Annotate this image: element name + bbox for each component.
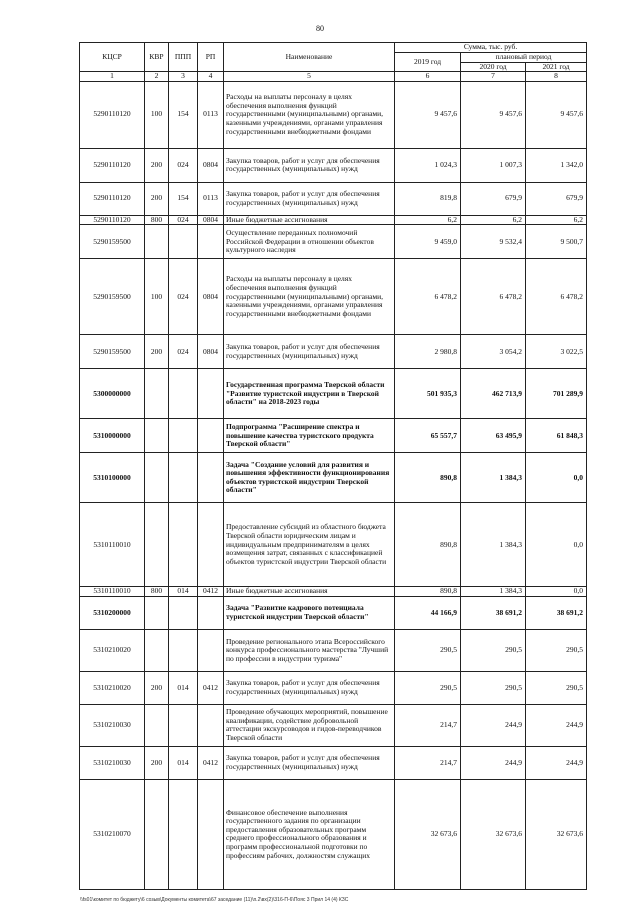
cell-rp: 0804 (198, 335, 224, 369)
cell-name: Проведение обучающих мероприятий, повышение квалификации, содействие добровольной аттестации экскурсоводов и гидов-переводчиков Тверской области (224, 704, 395, 746)
cell-kcsr: 5310200000 (80, 596, 145, 629)
cell-rp (198, 596, 224, 629)
cell-rp (198, 779, 224, 889)
cell-kcsr: 5310210020 (80, 629, 145, 671)
cell-kcsr: 5310210020 (80, 671, 145, 704)
cell-2020: 290,5 (461, 671, 526, 704)
cell-2021: 6 478,2 (526, 259, 587, 335)
cell-2019: 9 459,0 (395, 225, 461, 259)
cell-2019: 1 024,3 (395, 148, 461, 182)
cell-ppp: 024 (169, 215, 198, 225)
cell-kcsr: 5290110120 (80, 148, 145, 182)
table-row (80, 779, 587, 889)
header-2021: 2021 год (526, 62, 587, 72)
cell-kvr (145, 629, 169, 671)
cell-kvr: 200 (145, 671, 169, 704)
header-numbers-row (80, 72, 587, 82)
cell-name: Иные бюджетные ассигнования (224, 215, 395, 225)
cell-name: Расходы на выплаты персоналу в целях обеспечения выполнения функций государственными (муниципальными) органами, казенными учреждениями, органами управления государственными внебюджетными фондами (224, 81, 395, 148)
cell-rp: 0804 (198, 148, 224, 182)
header-ppp: ППП (169, 43, 198, 72)
header-planned-period: плановый период (461, 52, 587, 62)
cell-ppp: 154 (169, 81, 198, 148)
cell-2020: 1 007,3 (461, 148, 526, 182)
cell-kcsr: 5290159500 (80, 225, 145, 259)
cell-2019: 2 980,8 (395, 335, 461, 369)
cell-kcsr: 5290159500 (80, 335, 145, 369)
cell-name: Иные бюджетные ассигнования (224, 587, 395, 597)
table-row (80, 369, 587, 419)
cell-2019: 214,7 (395, 704, 461, 746)
table-row (80, 596, 587, 629)
cell-name: Задача "Развитие кадрового потенциала туристской индустрии Тверской области" (224, 596, 395, 629)
cell-kcsr: 5290110120 (80, 81, 145, 148)
cell-rp: 0412 (198, 671, 224, 704)
cell-2021: 244,9 (526, 704, 587, 746)
cell-ppp: 154 (169, 182, 198, 215)
cell-ppp: 014 (169, 671, 198, 704)
cell-rp: 0412 (198, 746, 224, 779)
header-rp: РП (198, 43, 224, 72)
cell-rp: 0412 (198, 587, 224, 597)
cell-2020: 1 384,3 (461, 503, 526, 587)
cell-kvr (145, 596, 169, 629)
cell-2020: 1 384,3 (461, 453, 526, 503)
header-num-2: 2 (145, 72, 169, 82)
cell-ppp (169, 596, 198, 629)
header-kvr: КВР (145, 43, 169, 72)
cell-2019: 6 478,2 (395, 259, 461, 335)
header-kcsr: КЦСР (80, 43, 145, 72)
cell-2020: 1 384,3 (461, 587, 526, 597)
table-body (80, 81, 587, 889)
cell-2019: 290,5 (395, 671, 461, 704)
cell-name: Задача "Создание условий для развития и повышения эффективности функционирования объектов туристской индустрии Тверской области" (224, 453, 395, 503)
cell-2021: 1 342,0 (526, 148, 587, 182)
cell-2021: 0,0 (526, 503, 587, 587)
cell-name: Закупка товаров, работ и услуг для обеспечения государственных (муниципальных) нужд (224, 746, 395, 779)
cell-2020: 32 673,6 (461, 779, 526, 889)
cell-name: Предоставление субсидий из областного бюджета Тверской области юридическим лицам и индивидуальным предпринимателям в целях возмещения затрат, связанных с классификацией объектов туристской индустрии Тверской области (224, 503, 395, 587)
header-2019: 2019 год (395, 52, 461, 72)
cell-rp: 0804 (198, 215, 224, 225)
header-num-7: 7 (461, 72, 526, 82)
cell-kvr (145, 704, 169, 746)
cell-name: Осуществление переданных полномочий Российской Федерации в отношении объектов культурного наследия (224, 225, 395, 259)
cell-2019: 9 457,6 (395, 81, 461, 148)
cell-ppp: 024 (169, 335, 198, 369)
cell-name: Закупка товаров, работ и услуг для обеспечения государственных (муниципальных) нужд (224, 148, 395, 182)
cell-rp: 0113 (198, 81, 224, 148)
table-row (80, 587, 587, 597)
table-header (80, 43, 587, 82)
cell-2020: 290,5 (461, 629, 526, 671)
cell-2021: 61 848,3 (526, 419, 587, 453)
cell-ppp: 014 (169, 587, 198, 597)
cell-ppp: 024 (169, 148, 198, 182)
header-num-4: 4 (198, 72, 224, 82)
cell-2019: 890,8 (395, 453, 461, 503)
table-row (80, 259, 587, 335)
cell-kcsr: 5310000000 (80, 419, 145, 453)
cell-rp: 0113 (198, 182, 224, 215)
table-row (80, 629, 587, 671)
cell-kcsr: 5310210070 (80, 779, 145, 889)
header-num-3: 3 (169, 72, 198, 82)
footer-file-path: \\fs01\комитет по бюджету\6 созыв\Документы комитета\67 заседание (11)\п.2\вх(2)\316-П-6\Пояс 3 Прил 14 (4) КЗС (80, 897, 349, 903)
cell-2020: 63 495,9 (461, 419, 526, 453)
header-num-6: 6 (395, 72, 461, 82)
cell-2021: 244,9 (526, 746, 587, 779)
cell-name: Государственная программа Тверской области "Развитие туристской индустрии в Тверской области" на 2018-2023 годы (224, 369, 395, 419)
cell-name: Закупка товаров, работ и услуг для обеспечения государственных (муниципальных) нужд (224, 671, 395, 704)
cell-kvr: 200 (145, 182, 169, 215)
cell-kcsr: 5310110010 (80, 587, 145, 597)
cell-2021: 3 022,5 (526, 335, 587, 369)
cell-2021: 32 673,6 (526, 779, 587, 889)
cell-rp (198, 453, 224, 503)
cell-kcsr: 5310110010 (80, 503, 145, 587)
cell-kvr: 100 (145, 259, 169, 335)
table-row (80, 225, 587, 259)
cell-2019: 819,8 (395, 182, 461, 215)
cell-2019: 501 935,3 (395, 369, 461, 419)
cell-2019: 290,5 (395, 629, 461, 671)
cell-name: Закупка товаров, работ и услуг для обеспечения государственных (муниципальных) нужд (224, 182, 395, 215)
cell-2020: 6 478,2 (461, 259, 526, 335)
cell-2020: 9 532,4 (461, 225, 526, 259)
table-row (80, 704, 587, 746)
cell-ppp (169, 779, 198, 889)
table-row (80, 419, 587, 453)
cell-2021: 701 289,9 (526, 369, 587, 419)
cell-2019: 32 673,6 (395, 779, 461, 889)
table-row (80, 182, 587, 215)
cell-name: Проведение регионального этапа Всероссийского конкурса профессионального мастерства "Лучший по профессии в индустрии туризма" (224, 629, 395, 671)
page-number: 80 (316, 24, 324, 33)
cell-kcsr: 5290110120 (80, 215, 145, 225)
cell-2020: 244,9 (461, 746, 526, 779)
cell-rp: 0804 (198, 259, 224, 335)
cell-kcsr: 5310100000 (80, 453, 145, 503)
cell-rp (198, 419, 224, 453)
cell-ppp: 024 (169, 259, 198, 335)
cell-kvr: 800 (145, 215, 169, 225)
cell-2020: 679,9 (461, 182, 526, 215)
cell-ppp: 014 (169, 746, 198, 779)
cell-2021: 38 691,2 (526, 596, 587, 629)
cell-name: Финансовое обеспечение выполнения государственного задания по организации предоставления образовательных программ среднего профессионального образования и программ профессиональной подготовки по профессиям рабочих, должностям служащих (224, 779, 395, 889)
cell-ppp (169, 629, 198, 671)
cell-kvr (145, 779, 169, 889)
cell-kvr: 100 (145, 81, 169, 148)
cell-2019: 890,8 (395, 587, 461, 597)
cell-rp (198, 629, 224, 671)
budget-table (79, 42, 587, 890)
table-row (80, 453, 587, 503)
cell-ppp (169, 369, 198, 419)
header-num-8: 8 (526, 72, 587, 82)
cell-2021: 9 500,7 (526, 225, 587, 259)
cell-name: Расходы на выплаты персоналу в целях обеспечения выполнения функций государственными (муниципальными) органами, казенными учреждениями, органами управления государственными внебюджетными фондами (224, 259, 395, 335)
cell-kvr: 200 (145, 746, 169, 779)
cell-2021: 9 457,6 (526, 81, 587, 148)
cell-ppp (169, 704, 198, 746)
cell-2019: 6,2 (395, 215, 461, 225)
cell-2019: 890,8 (395, 503, 461, 587)
table-row (80, 746, 587, 779)
cell-rp (198, 704, 224, 746)
cell-rp (198, 369, 224, 419)
cell-2020: 9 457,6 (461, 81, 526, 148)
cell-2021: 290,5 (526, 671, 587, 704)
cell-2021: 0,0 (526, 587, 587, 597)
cell-kvr: 200 (145, 148, 169, 182)
cell-kvr (145, 503, 169, 587)
header-num-5: 5 (224, 72, 395, 82)
cell-kvr: 800 (145, 587, 169, 597)
cell-2020: 38 691,2 (461, 596, 526, 629)
header-name: Наименование (224, 43, 395, 72)
cell-name: Подпрограмма "Расширение спектра и повышение качества туристского продукта Тверской области" (224, 419, 395, 453)
cell-2021: 290,5 (526, 629, 587, 671)
table-row (80, 81, 587, 148)
cell-kvr (145, 225, 169, 259)
cell-kvr (145, 453, 169, 503)
cell-kcsr: 5290159500 (80, 259, 145, 335)
cell-2019: 65 557,7 (395, 419, 461, 453)
cell-2020: 3 054,2 (461, 335, 526, 369)
header-num-1: 1 (80, 72, 145, 82)
cell-rp (198, 225, 224, 259)
cell-kcsr: 5310210030 (80, 704, 145, 746)
cell-kcsr: 5300000000 (80, 369, 145, 419)
cell-2020: 244,9 (461, 704, 526, 746)
cell-2021: 0,0 (526, 453, 587, 503)
table-row (80, 503, 587, 587)
table-row (80, 215, 587, 225)
table-row (80, 148, 587, 182)
cell-2019: 44 166,9 (395, 596, 461, 629)
table-row (80, 671, 587, 704)
cell-kcsr: 5310210030 (80, 746, 145, 779)
cell-kvr (145, 369, 169, 419)
cell-ppp (169, 419, 198, 453)
header-sum: Сумма, тыс. руб. (395, 43, 587, 53)
cell-2021: 679,9 (526, 182, 587, 215)
cell-ppp (169, 225, 198, 259)
cell-2020: 6,2 (461, 215, 526, 225)
cell-kvr: 200 (145, 335, 169, 369)
cell-name: Закупка товаров, работ и услуг для обеспечения государственных (муниципальных) нужд (224, 335, 395, 369)
cell-kvr (145, 419, 169, 453)
cell-2021: 6,2 (526, 215, 587, 225)
header-2020: 2020 год (461, 62, 526, 72)
cell-2020: 462 713,9 (461, 369, 526, 419)
table-row (80, 335, 587, 369)
cell-ppp (169, 453, 198, 503)
cell-kcsr: 5290110120 (80, 182, 145, 215)
cell-2019: 214,7 (395, 746, 461, 779)
cell-rp (198, 503, 224, 587)
cell-ppp (169, 503, 198, 587)
